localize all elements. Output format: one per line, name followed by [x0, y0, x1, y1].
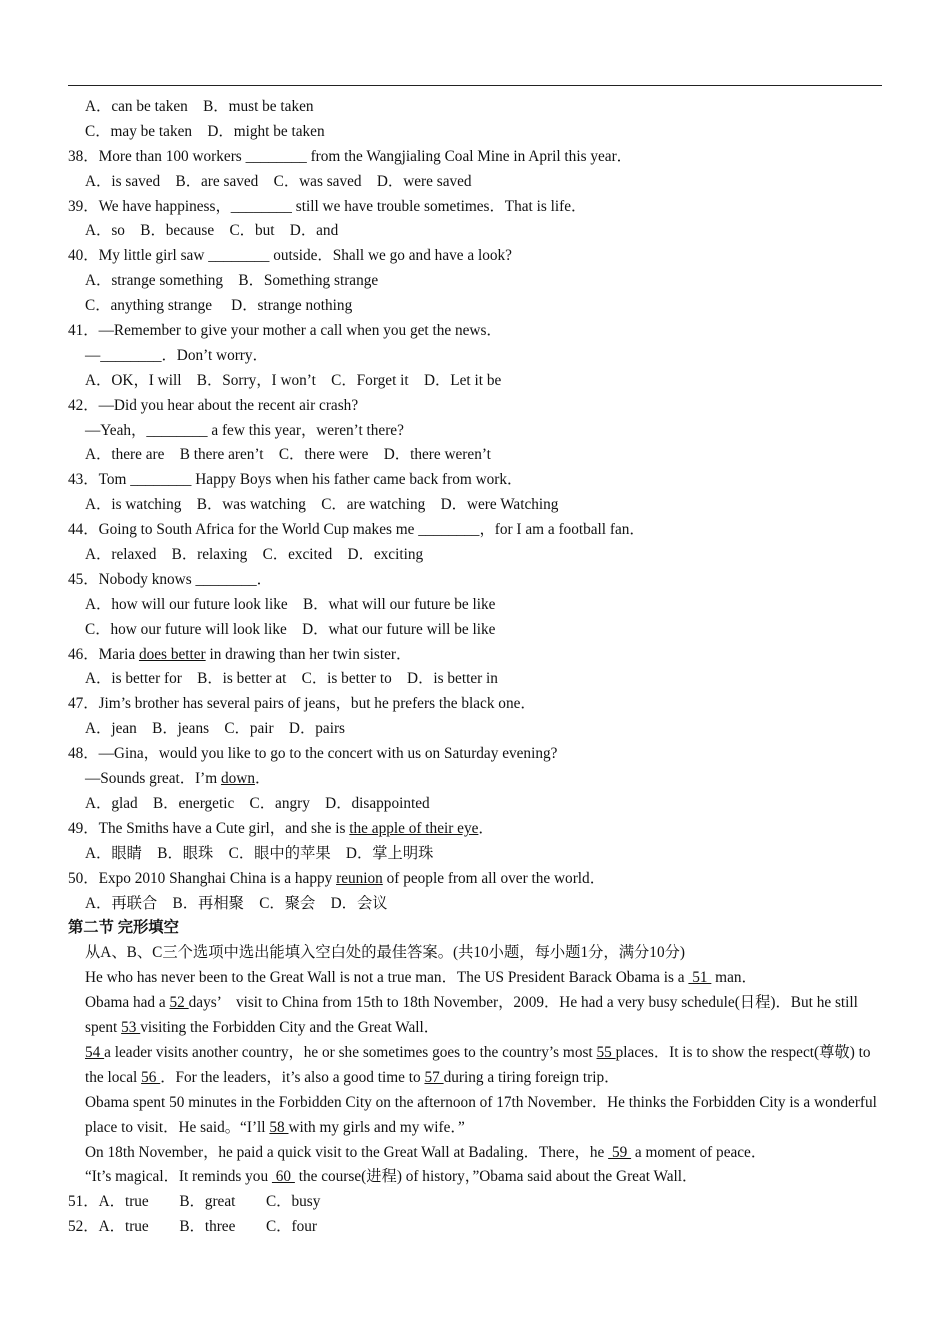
header-rule	[68, 85, 882, 86]
text-line	[68, 95, 890, 120]
text-line	[68, 991, 890, 1041]
text-segment: 52．A．true B．three C．four	[68, 1218, 317, 1236]
text-line	[68, 842, 890, 867]
text-line	[68, 1215, 890, 1240]
text-segment: 41．—Remember to give your mother a call when you get the news．	[68, 322, 502, 340]
text-segment: C．may be taken D．might be taken	[85, 122, 325, 140]
text-segment: A．there are B there aren’t C．there were D．there weren’t	[85, 446, 491, 464]
text-segment: On 18th November，he paid a quick visit to the Great Wall at Badaling．There，he	[85, 1143, 609, 1161]
text-line	[68, 618, 890, 643]
underlined-text: down	[220, 770, 255, 788]
text-line	[68, 966, 890, 991]
text-segment: “It’s magical．It reminds you	[85, 1168, 272, 1186]
text-line	[68, 443, 890, 468]
text-line	[68, 767, 890, 792]
text-segment: A．再联合 B．再相聚 C．聚会 D．会议	[85, 894, 388, 912]
text-segment: the course(进程) of history，”Obama said about the Great Wall．	[294, 1168, 698, 1186]
underlined-text: 55	[596, 1043, 616, 1061]
text-segment: —________．Don’t worry．	[85, 346, 268, 364]
text-segment: ．For the leaders，it’s also a good time to	[160, 1068, 425, 1086]
text-segment: 38．More than 100 workers ________ from the Wangjialing Coal Mine in April this year．	[68, 147, 632, 165]
text-line	[68, 244, 890, 269]
text-line	[68, 419, 890, 444]
text-line	[68, 568, 890, 593]
text-segment: 50．Expo 2010 Shanghai China is a happy	[68, 869, 337, 887]
text-line	[68, 269, 890, 294]
text-line	[68, 195, 890, 220]
text-segment: 48．—Gina，would you like to go to the concert with us on Saturday evening?	[68, 745, 558, 763]
text-line	[68, 717, 890, 742]
text-segment: A．眼睛 B．眼珠 C．眼中的苹果 D．掌上明珠	[85, 844, 434, 862]
underlined-text: 51	[688, 969, 712, 987]
text-line	[68, 692, 890, 717]
text-line	[68, 742, 890, 767]
text-segment: 43．Tom ________ Happy Boys when his father came back from work．	[68, 471, 523, 489]
text-segment: 45．Nobody knows ________．	[68, 570, 272, 588]
text-segment: a moment of peace．	[631, 1143, 767, 1161]
text-line	[68, 643, 890, 668]
text-segment: He who has never been to the Great Wall is not a true man．The US President Barack Obama is a	[85, 969, 689, 987]
text-line	[68, 294, 890, 319]
text-line	[68, 1190, 890, 1215]
text-segment: places．It is to show the respect(尊敬) to the local	[85, 1043, 871, 1086]
text-line	[68, 1091, 890, 1141]
text-segment: C．how our future will look like D．what our future will be like	[85, 620, 496, 638]
text-segment: A．is better for B．is better at C．is better to D．is better in	[85, 670, 498, 688]
text-segment: 第二节 完形填空	[68, 919, 179, 937]
text-segment: visiting the Forbidden City and the Great Wall．	[140, 1018, 440, 1036]
text-line	[68, 518, 890, 543]
text-segment: A．so B．because C．but D．and	[85, 222, 339, 240]
text-segment: 42．—Did you hear about the recent air crash?	[68, 396, 359, 414]
text-line	[68, 369, 890, 394]
text-line	[68, 792, 890, 817]
section-heading	[68, 916, 890, 941]
text-line	[68, 543, 890, 568]
text-segment: Obama spent 50 minutes in the Forbidden City on the afternoon of 17th November．He thinks the Forbidden City is a wonderful place to visit．He said。“I’ll	[85, 1093, 877, 1136]
text-segment: A．is saved B．are saved C．was saved D．were saved	[85, 172, 472, 190]
text-line	[68, 667, 890, 692]
text-segment: 40．My little girl saw ________ outside．Shall we go and have a look?	[68, 247, 512, 265]
text-line	[68, 319, 890, 344]
text-line	[68, 120, 890, 145]
underlined-text: 56	[141, 1068, 161, 1086]
text-segment: a leader visits another country，he or she sometimes goes to the country’s most	[104, 1043, 597, 1061]
text-line	[68, 394, 890, 419]
text-line	[68, 145, 890, 170]
text-line	[68, 941, 890, 966]
text-segment: ．	[478, 819, 494, 837]
text-segment: during a tiring foreign trip．	[443, 1068, 620, 1086]
text-line	[68, 170, 890, 195]
text-line	[68, 593, 890, 618]
text-segment: —Sounds great．I’m	[85, 770, 221, 788]
underlined-text: does better	[138, 645, 206, 663]
underlined-text: 59	[608, 1143, 632, 1161]
underlined-text: 60	[271, 1168, 295, 1186]
text-segment: A．relaxed B．relaxing C．excited D．exciting	[85, 546, 424, 564]
text-segment: Obama had a	[85, 994, 170, 1012]
text-segment: ．	[254, 770, 271, 788]
text-segment: C．anything strange D．strange nothing	[85, 297, 353, 315]
underlined-text: 58	[269, 1118, 289, 1136]
text-segment: man．	[711, 969, 757, 987]
underlined-text: 53	[121, 1018, 141, 1036]
text-segment: with my girls and my wife．”	[288, 1118, 465, 1136]
text-segment: A．jean B．jeans C．pair D．pairs	[85, 720, 346, 738]
text-segment: —Yeah，________ a few this year，weren’t there?	[85, 421, 404, 439]
text-line	[68, 493, 890, 518]
text-segment: in drawing than her twin sister．	[205, 645, 412, 663]
text-line	[68, 817, 890, 842]
underlined-text: reunion	[336, 869, 383, 887]
text-line	[68, 1141, 890, 1166]
text-line	[68, 344, 890, 369]
text-line	[68, 468, 890, 493]
text-segment: of people from all over the world．	[382, 869, 605, 887]
text-segment: 44．Going to South Africa for the World Cup makes me ________，for I am a football fan．	[68, 521, 645, 539]
text-segment: A．is watching B．was watching C．are watching D．were Watching	[85, 496, 559, 514]
underlined-text: 54	[85, 1043, 105, 1061]
text-segment: 46．Maria	[68, 645, 139, 663]
text-segment: A．how will our future look like B．what will our future be like	[85, 595, 496, 613]
text-line	[68, 1165, 890, 1190]
text-segment: A．glad B．energetic C．angry D．disappointed	[85, 794, 430, 812]
text-line	[68, 1041, 890, 1091]
text-segment: 39．We have happiness，________ still we have trouble sometimes．That is life．	[68, 197, 587, 215]
text-line	[68, 892, 890, 917]
text-segment: A．strange something B．Something strange	[85, 272, 379, 290]
text-line	[68, 867, 890, 892]
text-segment: A．OK，I will B．Sorry，I won’t C．Forget it D．Let it be	[85, 371, 502, 389]
text-segment: days’ visit to China from 15th to 18th November，2009．He had a very busy schedule(日程)．But he still spent	[85, 994, 858, 1036]
text-segment: 从A、B、C三个选项中选出能填入空白处的最佳答案。(共10小题，每小题1分，满分10分)	[85, 944, 685, 962]
text-segment: 51．A．true B．great C．busy	[68, 1193, 321, 1211]
underlined-text: 52	[169, 994, 189, 1012]
document-body	[68, 95, 890, 1240]
text-segment: 49．The Smiths have a Cute girl，and she is	[68, 819, 350, 837]
underlined-text: the apple of their eye	[349, 819, 479, 837]
text-line	[68, 219, 890, 244]
text-segment: 47．Jim’s brother has several pairs of jeans，but he prefers the black one．	[68, 695, 536, 713]
text-segment: A．can be taken B．must be taken	[85, 98, 314, 115]
underlined-text: 57	[424, 1068, 444, 1086]
